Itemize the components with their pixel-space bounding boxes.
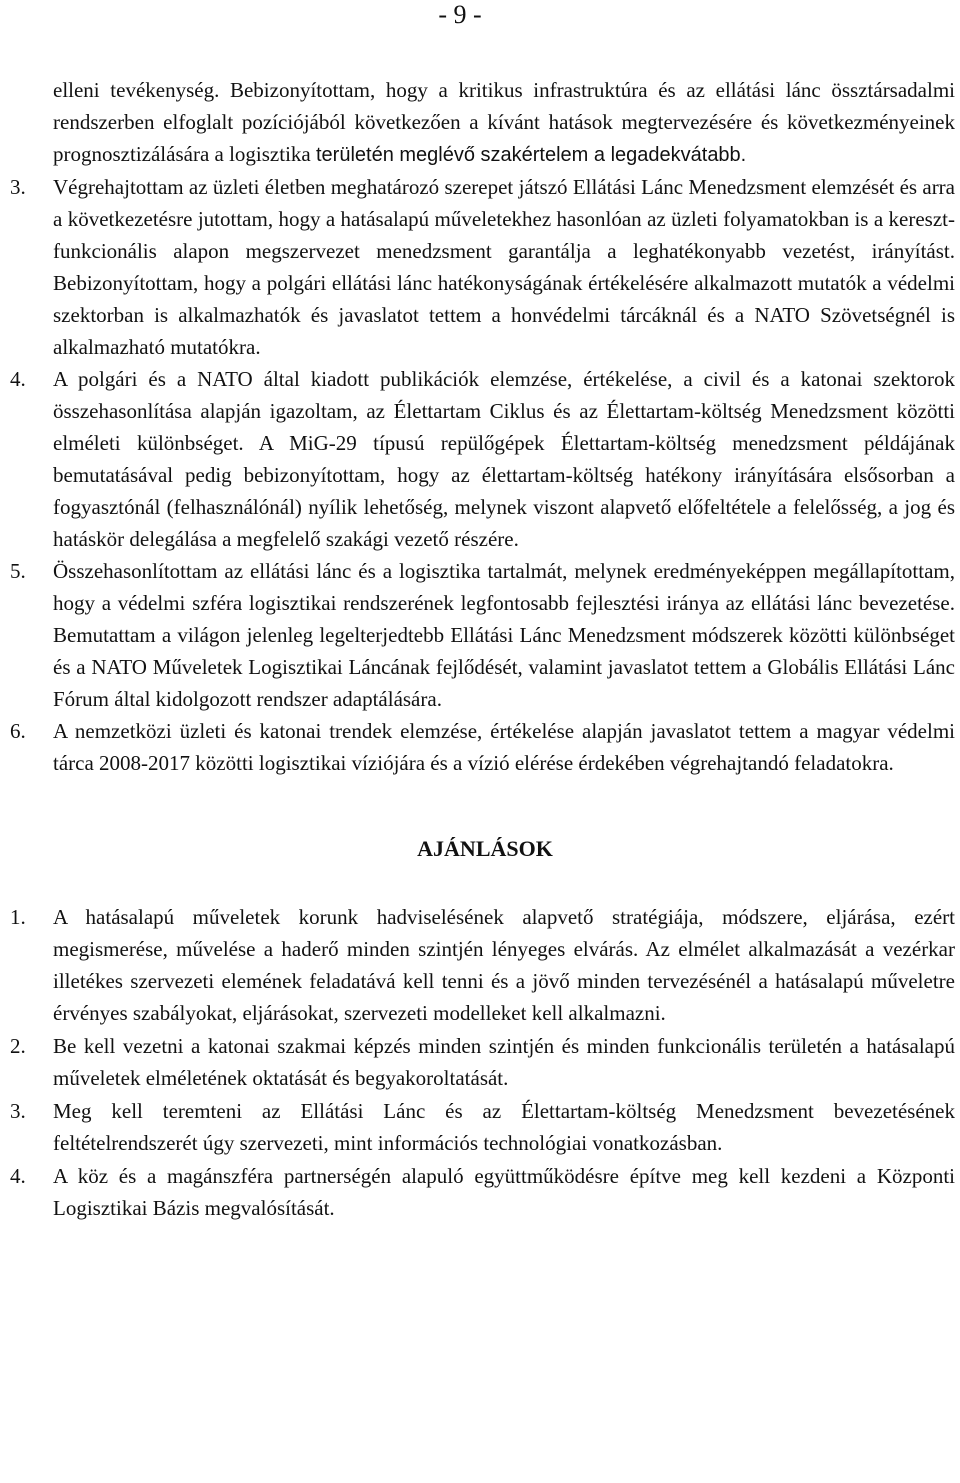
conclusion-text: A polgári és a NATO által kiadott publikációk elemzése, értékelése, a civil és a katonai szektorok összehasonlítása alapján igazoltam, az Élettartam Ciklus és az Élettartam-költség Menedzsment közötti elméleti különbséget. A MiG-29 típusú repülőgépek Élettartam-költség menedzsment példájának bemutatásával pedig bebizonyítottam, hogy az élettartam-költség hatékony irányítására elsősorban a fogyasztónál (felhasználónál) nyílik lehetőség, melynek viszont alapvető előfeltétele a felelősség, a jog és hatáskör delegálása a megfelelő szakági vezető részére.: [53, 367, 955, 551]
recommendation-text: A hatásalapú műveletek korunk hadviselésének alapvető stratégiája, módszere, eljárása, ezért megismerése, művelése a haderő minden szintjén lényeges elvárás. Az elmélet alkalmazását a vezérkar illetékes szervezeti elemének feladatává kell tenni és a jövő minden tervezésénél a hatásalapú műveletre érvényes szabályokat, eljárásokat, szervezeti modelleket kell alkalmazni.: [53, 905, 955, 1025]
conclusion-text: Végrehajtottam az üzleti életben meghatározó szerepet játszó Ellátási Lánc Menedzsment elemzését és arra a következetésre jutottam, hogy a hatásalapú műveletekhez hasonlóan az üzleti folyamatokban is a kereszt-funkcionális alapon megszervezet menedzsment garantálja a leghatékonyabb vezetést, irányítást. Bebizonyítottam, hogy a polgári ellátási lánc hatékonyságának értékelésére alkalmazott mutatók a védelmi szektorban is alkalmazhatók és javaslatot tettem a honvédelmi tárcáknál és a NATO Szövetségnél is alkalmazható mutatókra.: [53, 175, 955, 359]
recommendations-heading: AJÁNLÁSOK: [417, 836, 553, 861]
recommendation-text: A köz és a magánszféra partnerségén alapuló együttműködésre építve meg kell kezdeni a Központi Logisztikai Bázis megvalósítását.: [53, 1164, 955, 1220]
conclusion-item-4: [0, 363, 960, 555]
recommendation-text: Meg kell teremteni az Ellátási Lánc és az Élettartam-költség Menedzsment bevezetésének feltételrendszerét úgy szervezeti, mint információs technológiai vonatkozásban.: [53, 1099, 955, 1155]
conclusion-item-5: [0, 555, 960, 715]
recommendation-text: Be kell vezetni a katonai szakmai képzés minden szintjén és minden funkcionális területén a hatásalapú műveletek elméletének oktatását és begyakoroltatását.: [53, 1034, 955, 1090]
recommendation-item-2: [0, 1030, 960, 1094]
recommendation-item-1: [0, 901, 960, 1029]
conclusion-text: A nemzetközi üzleti és katonai trendek elemzése, értékelése alapján javaslatot tettem a magyar védelmi tárca 2008-2017 közötti logisztikai víziójára és a vízió elérése érdekében végrehajtandó feladatokra.: [53, 719, 955, 775]
recommendation-number: 4.: [10, 1164, 26, 1188]
conclusion-number: 5.: [10, 559, 26, 583]
recommendation-number: 1.: [10, 905, 26, 929]
page-number: - 9 -: [438, 0, 482, 29]
conclusion-number: 4.: [10, 367, 26, 391]
recommendation-item-3: [0, 1095, 960, 1159]
recommendations-list: [0, 901, 960, 1224]
conclusion-item-3: [0, 171, 960, 363]
conclusion-item-6: [0, 715, 960, 779]
conclusion-number: 6.: [10, 719, 26, 743]
recommendation-number: 3.: [10, 1099, 26, 1123]
recommendation-item-4: [0, 1160, 960, 1224]
intro-text: elleni tevékenység. Bebizonyítottam, hogy a kritikus infrastruktúra és az ellátási lánc össztársadalmi rendszerben elfoglalt pozíciójából következően a kívánt hatások megtervezésére és következményeinek prognosztizálására a logisztika: [53, 78, 955, 166]
recommendation-number: 2.: [10, 1034, 26, 1058]
intro-text-continued: területén meglévő szakértelem a legadekvátabb.: [315, 144, 747, 166]
conclusion-number: 3.: [10, 175, 26, 199]
document-body: [0, 74, 960, 1224]
conclusion-text: Összehasonlítottam az ellátási lánc és a logisztika tartalmát, melynek eredményeképpen megállapítottam, hogy a védelmi szféra logisztikai rendszerének legfontosabb fejlesztési iránya az ellátási lánc bevezetése. Bemutattam a világon jelenleg legelterjedtebb Ellátási Lánc Menedzsment módszerek közötti különbséget és a NATO Műveletek Logisztikai Láncának fejlődését, valamint javaslatot tettem a Globális Ellátási Lánc Fórum által kidolgozott rendszer adaptálására.: [53, 559, 955, 711]
intro-paragraph: [0, 74, 960, 171]
